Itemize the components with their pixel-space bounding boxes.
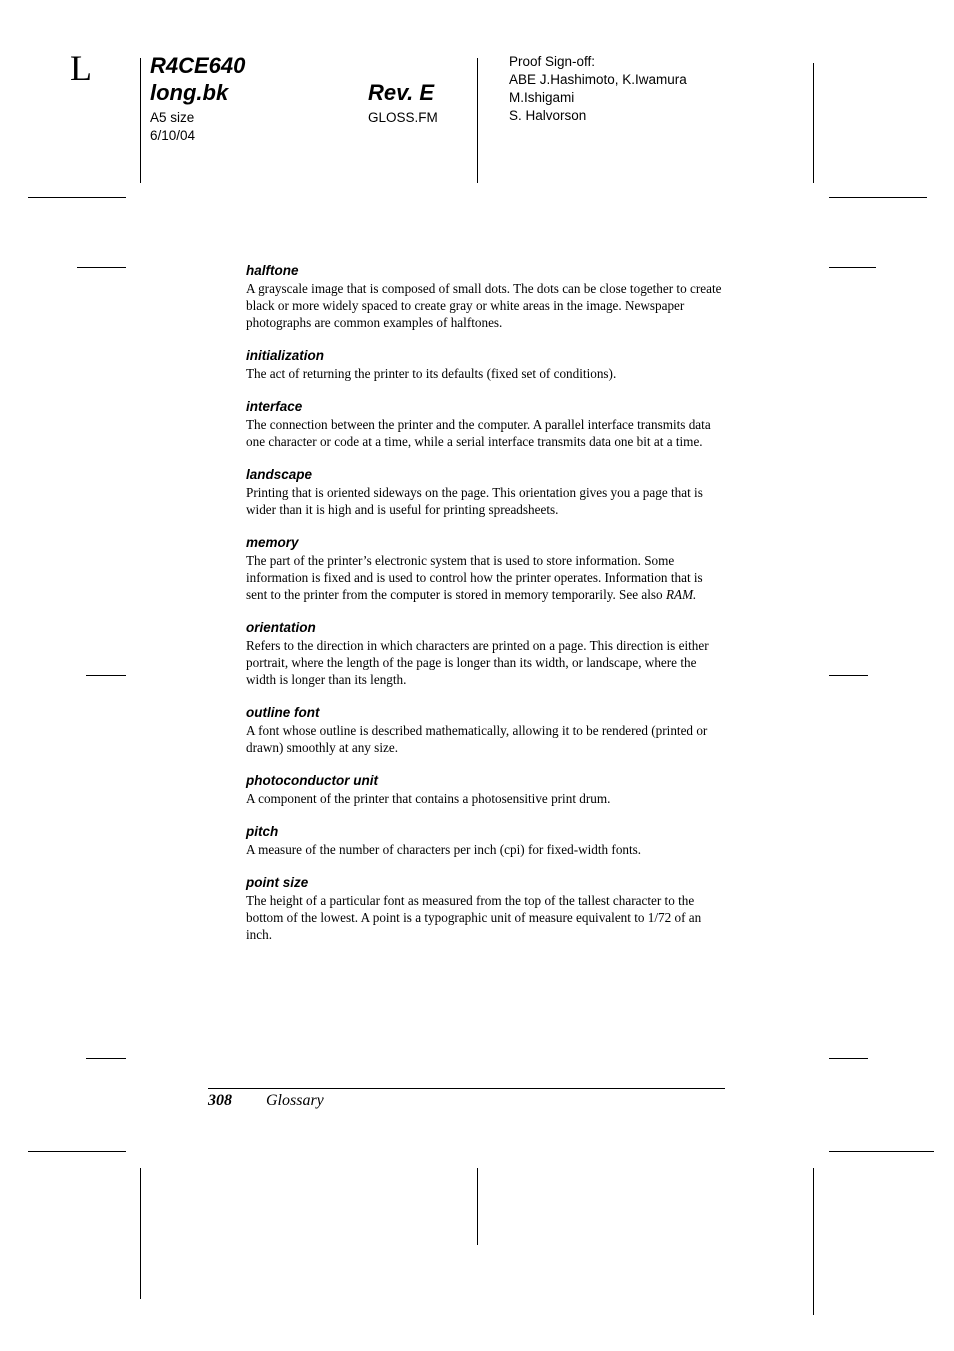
glossary-term: pitch	[246, 824, 279, 839]
crop-mark	[829, 1151, 934, 1152]
proof-line: S. Halvorson	[509, 108, 587, 123]
glossary-term: point size	[246, 875, 309, 890]
glossary-term: interface	[246, 399, 303, 414]
crop-mark	[28, 1151, 126, 1152]
header-rule-middle	[477, 58, 478, 183]
glossary-term: initialization	[246, 348, 325, 363]
glossary-term: orientation	[246, 620, 316, 635]
glossary-entry	[246, 823, 726, 858]
glossary-term: landscape	[246, 467, 313, 482]
header-rule-left	[140, 58, 141, 183]
glossary-term: memory	[246, 535, 299, 550]
model-name: R4CE640	[150, 53, 246, 78]
glossary-definition	[246, 552, 726, 603]
glossary-entry	[246, 466, 726, 518]
glossary-definition: Refers to the direction in which characters are printed on a page. This direction is either portrait, where the length of the page is longer than its width, or landscape, where the width is longer than its length.	[246, 638, 709, 687]
glossary-definition: The height of a particular font as measured from the top of the tallest character to the bottom of the lowest. A point is a typographic unit of measure equivalent to 1/72 of an inch.	[246, 893, 702, 942]
book-name: long.bk	[150, 80, 229, 105]
see-also-link: RAM.	[665, 587, 697, 602]
corner-letter: L	[70, 48, 92, 88]
page-size: A5 size	[150, 110, 195, 125]
print-date: 6/10/04	[150, 128, 196, 143]
proof-label: Proof Sign-off:	[509, 54, 596, 69]
header-left-block	[150, 52, 245, 145]
trim-mark	[829, 675, 868, 676]
glossary-definition: Printing that is oriented sideways on the page. This orientation gives you a page that is wider than it is high and is useful for printing spreadsheets.	[246, 485, 703, 517]
trim-mark	[829, 267, 876, 268]
glossary-term: photoconductor unit	[246, 773, 378, 788]
glossary-content	[246, 262, 726, 959]
header-rule-right	[813, 63, 814, 183]
section-name: Glossary	[266, 1092, 324, 1109]
glossary-term: halftone	[246, 263, 299, 278]
glossary-entry	[246, 772, 726, 807]
glossary-entry	[246, 534, 726, 603]
crop-mark	[829, 197, 927, 198]
glossary-definition: A font whose outline is described mathematically, allowing it to be rendered (printed or drawn) smoothly at any size.	[246, 723, 708, 755]
glossary-definition: A grayscale image that is composed of small dots. The dots can be close together to create black or more widely spaced to create gray or white areas in the image. Newspaper photographs are common examples of halftones.	[246, 281, 722, 330]
trim-mark	[77, 267, 126, 268]
crop-mark	[28, 197, 126, 198]
trim-mark	[829, 1058, 868, 1059]
crop-mark	[813, 1168, 814, 1315]
glossary-term: outline font	[246, 705, 320, 720]
file-name: GLOSS.FM	[368, 110, 438, 125]
page-number: 308	[208, 1092, 232, 1109]
header-middle-block	[368, 79, 438, 127]
definition-text: The part of the printer’s electronic system that is used to store information. Some information is fixed and is used to control how the printer operates. Information that is sent to the printer from the computer is stored in memory temporarily. See also	[246, 553, 703, 602]
crop-mark	[477, 1168, 478, 1245]
glossary-entry	[246, 874, 726, 943]
glossary-entry	[246, 704, 726, 756]
glossary-definition: A measure of the number of characters per inch (cpi) for fixed-width fonts.	[246, 842, 642, 857]
glossary-definition: A component of the printer that contains a photosensitive print drum.	[246, 791, 611, 806]
proof-line: ABE J.Hashimoto, K.Iwamura	[509, 72, 687, 87]
trim-mark	[86, 675, 126, 676]
glossary-entry	[246, 398, 726, 450]
page-footer	[208, 1088, 725, 1111]
trim-mark	[86, 1058, 126, 1059]
glossary-entry	[246, 347, 726, 382]
proof-signoff	[509, 53, 687, 125]
revision: Rev. E	[368, 80, 435, 105]
proof-line: M.Ishigami	[509, 90, 575, 105]
glossary-entry	[246, 262, 726, 331]
glossary-definition: The connection between the printer and the computer. A parallel interface transmits data one character or code at a time, while a serial interface transmits data one bit at a time.	[246, 417, 711, 449]
glossary-entry	[246, 619, 726, 688]
glossary-definition: The act of returning the printer to its defaults (fixed set of conditions).	[246, 366, 617, 381]
crop-mark	[140, 1168, 141, 1299]
